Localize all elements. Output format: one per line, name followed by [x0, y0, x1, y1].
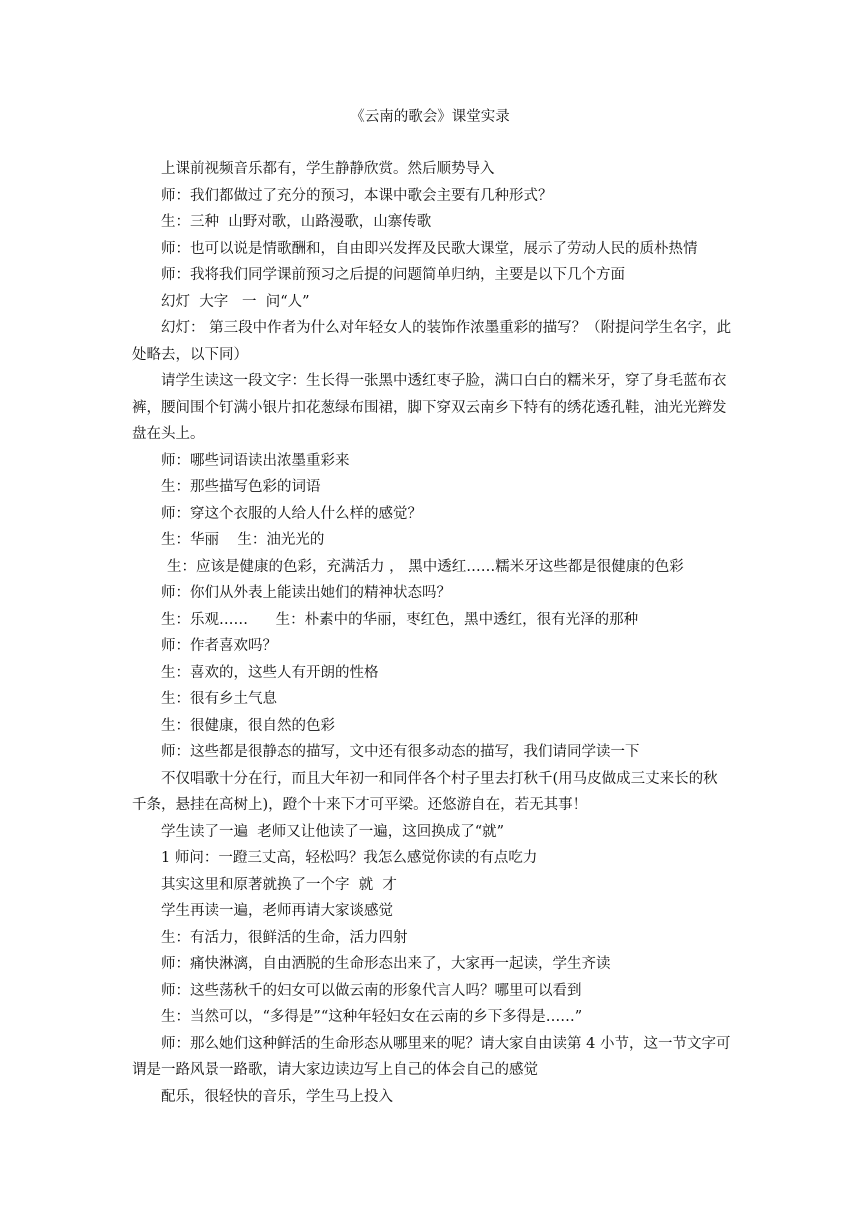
- paragraph: 配乐，很轻快的音乐，学生马上投入: [161, 1088, 393, 1105]
- paragraph: 幻灯 大字 一 问“人”: [161, 293, 310, 310]
- paragraph: 师：这些都是很静态的描写，文中还有很多动态的描写，我们请同学读一下: [161, 744, 640, 760]
- paragraph: 师：这些荡秋千的妇女可以做云南的形象代言人吗？哪里可以看到: [161, 982, 582, 999]
- paragraph: 师：作者喜欢吗？: [161, 638, 277, 654]
- paragraph: 师：哪些词语读出浓墨重彩来: [161, 452, 350, 469]
- paragraph: 师：你们从外表上能读出她们的精神状态吗？: [161, 585, 451, 601]
- document-body: [132, 156, 732, 1110]
- paragraph: 生：乐观…… 生：朴素中的华丽，枣红色，黑中透红，很有光泽的那种: [161, 611, 639, 628]
- paragraph: 其实这里和原著就换了一个字 就 才: [161, 876, 397, 893]
- paragraph: 生：应该是健康的色彩，充满活力 ， 黑中透红……糯米牙这些都是很健康的色彩: [167, 558, 684, 575]
- paragraph: 师：穿这个衣服的人给人什么样的感觉？: [161, 505, 422, 522]
- paragraph: 生：很有乡土气息: [161, 691, 277, 707]
- paragraph: 上课前视频音乐都有，学生静静欣赏。然后顺势导入: [161, 161, 495, 177]
- paragraph: 师：我们都做过了充分的预习，本课中歌会主要有几种形式？: [161, 187, 553, 204]
- paragraph: 1 师问：一蹬三丈高，轻松吗？我怎么感觉你读的有点吃力: [161, 850, 538, 866]
- paragraph: 生：那些描写色彩的词语: [161, 479, 321, 495]
- paragraph: 生：华丽 生：油光光的: [161, 532, 325, 548]
- paragraph: 生：三种 山野对歌，山路漫歌，山寨传歌: [161, 214, 432, 230]
- paragraph: 生：有活力，很鲜活的生命，活力四射: [161, 929, 408, 946]
- paragraph: 幻灯： 第三段中作者为什么对年轻女人的装饰作浓墨重彩的描写？（附提问学生名字，此处略去，以下同）: [132, 320, 732, 363]
- document-title: 《云南的歌会》课堂实录: [350, 109, 510, 125]
- paragraph: 不仅唱歌十分在行，而且大年初一和同伴各个村子里去打秋千(用马皮做成三丈来长的秋千条，悬挂在高树上)，蹬个十来下才可平梁。还悠游自在，若无其事！: [132, 770, 718, 813]
- paragraph: 生：当然可以，“多得是”“这种年轻妇女在云南的乡下多得是……”: [161, 1009, 583, 1025]
- paragraph: 请学生读这一段文字：生长得一张黑中透红枣子脸，满口白白的糯米牙，穿了身毛蓝布衣裤，腰间围个钉满小银片扣花葱绿布围裙，脚下穿双云南乡下特有的绣花透孔鞋，油光光辫发盘在头上。: [132, 373, 727, 442]
- paragraph: 学生读了一遍 老师又让他读了一遍，这回换成了“就”: [161, 823, 505, 840]
- paragraph: 师：痛快淋漓，自由洒脱的生命形态出来了，大家再一起读，学生齐读: [161, 956, 611, 972]
- paragraph: 生：很健康，很自然的色彩: [161, 717, 335, 734]
- paragraph: 师：那么她们这种鲜活的生命形态从哪里来的呢？请大家自由读第 4 小节，这一节文字可谓是一路风景一路歌，请大家边读边写上自己的体会自己的感觉: [132, 1035, 731, 1078]
- paragraph: 学生再读一遍，老师再请大家谈感觉: [161, 903, 393, 919]
- paragraph: 师：也可以说是情歌酬和，自由即兴发挥及民歌大课堂，展示了劳动人民的质朴热情: [161, 240, 698, 257]
- paragraph: 生：喜欢的，这些人有开朗的性格: [161, 664, 379, 681]
- paragraph: 师：我将我们同学课前预习之后提的问题简单归纳，主要是以下几个方面: [161, 267, 625, 283]
